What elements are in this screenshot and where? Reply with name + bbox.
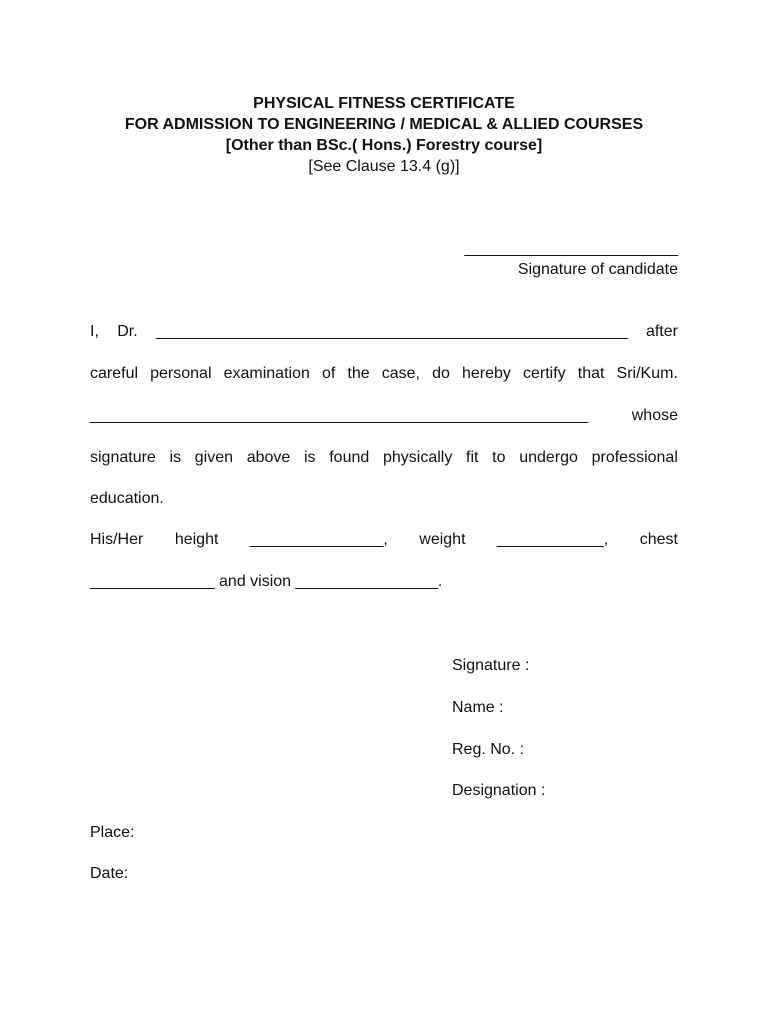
body-word: personal (150, 365, 212, 382)
doctor-signature-field: Signature : (452, 657, 530, 674)
candidate-signature-line: ________________________ (464, 240, 678, 257)
body-word: given (194, 449, 234, 466)
body-word: ________________________________________________________ (90, 407, 589, 424)
candidate-signature-block (464, 238, 678, 280)
body-word: to (492, 449, 506, 466)
body-word: whose (631, 407, 678, 424)
doctor-name-field: Name : (452, 699, 504, 716)
body-word: examination (223, 365, 310, 382)
body-word: ____________, (496, 531, 609, 548)
title-line-2: FOR ADMISSION TO ENGINEERING / MEDICAL & ALLIED COURSES (124, 116, 644, 133)
title-line-1: PHYSICAL FITNESS CERTIFICATE (253, 95, 515, 112)
clause-reference: [See Clause 13.4 (g)] (308, 158, 460, 175)
body-word: is (303, 449, 316, 466)
body-word: I, (90, 323, 99, 340)
body-word: hereby (461, 365, 511, 382)
body-word: do (432, 365, 450, 382)
body-word: physically (382, 449, 453, 466)
date-field: Date: (90, 865, 129, 882)
body-word: certify (523, 365, 566, 382)
body-word: weight (419, 531, 466, 548)
body-line-4 (90, 447, 678, 468)
body-word: _______________, (249, 531, 388, 548)
body-word: professional (591, 449, 678, 466)
doctor-designation-field: Designation : (452, 782, 546, 799)
body-line-3 (90, 405, 678, 426)
body-word: Sri/Kum. (616, 365, 678, 382)
candidate-signature-label: Signature of candidate (517, 261, 678, 278)
body-word: of (321, 365, 336, 382)
body-line-6 (90, 529, 678, 550)
body-word: found (329, 449, 370, 466)
body-word: undergo (519, 449, 578, 466)
doctor-reg-no-field: Reg. No. : (452, 741, 525, 758)
body-word: fit (466, 449, 479, 466)
body-line-5: education. (90, 490, 164, 507)
body-word: His/Her (90, 531, 144, 548)
title-line-3: [Other than BSc.( Hons.) Forestry course] (225, 137, 543, 154)
body-word: case, (381, 365, 420, 382)
body-word: is (169, 449, 182, 466)
body-word: that (577, 365, 605, 382)
place-field: Place: (90, 824, 135, 841)
body-word: chest (639, 531, 678, 548)
body-word: height (174, 531, 219, 548)
body-line-7: ______________ and vision ________________. (90, 573, 443, 590)
body-word: _____________________________________________________ (156, 323, 628, 340)
body-word: after (645, 323, 678, 340)
body-word: the (347, 365, 370, 382)
body-line-2 (90, 363, 678, 384)
body-word: signature (90, 449, 156, 466)
body-word: above (246, 449, 291, 466)
body-line-1 (90, 321, 678, 342)
body-word: Dr. (117, 323, 138, 340)
body-word: careful (90, 365, 139, 382)
